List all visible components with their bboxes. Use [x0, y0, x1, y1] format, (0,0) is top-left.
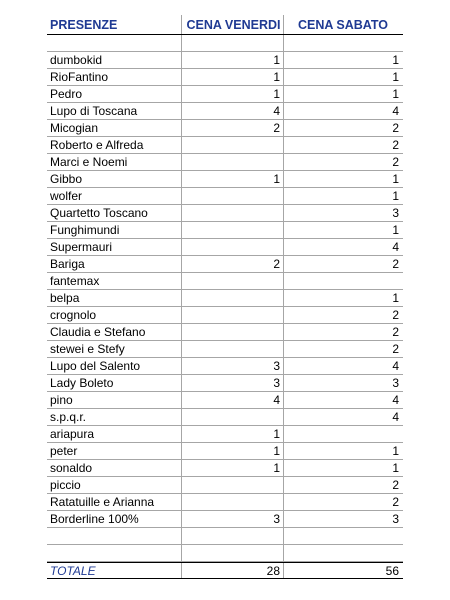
table-row: [47, 375, 403, 392]
sabato-cell[interactable]: 4: [283, 103, 402, 119]
venerdi-cell[interactable]: [181, 35, 283, 51]
sabato-cell[interactable]: 4: [283, 392, 402, 408]
table-row: [47, 324, 403, 341]
sabato-cell[interactable]: 1: [283, 69, 402, 85]
name-cell[interactable]: belpa: [50, 291, 80, 305]
name-cell[interactable]: stewei e Stefy: [50, 342, 125, 356]
venerdi-cell[interactable]: 1: [181, 426, 283, 442]
venerdi-cell[interactable]: 2: [181, 120, 283, 136]
sabato-cell[interactable]: 4: [283, 409, 402, 425]
table-row: [47, 52, 403, 69]
venerdi-cell[interactable]: [181, 307, 283, 323]
name-cell[interactable]: wolfer: [50, 189, 83, 203]
name-cell[interactable]: crognolo: [50, 308, 97, 322]
table-row: [47, 494, 403, 511]
venerdi-cell[interactable]: [181, 341, 283, 357]
header-cena-venerdi[interactable]: CENA VENERDI: [181, 15, 283, 34]
table-row: [47, 205, 403, 222]
sabato-cell[interactable]: 1: [283, 188, 402, 204]
sabato-cell[interactable]: 3: [283, 511, 402, 527]
table-row: [47, 341, 403, 358]
name-cell[interactable]: Ratatuille e Arianna: [50, 495, 155, 509]
table-row: [47, 103, 403, 120]
venerdi-cell[interactable]: 3: [181, 358, 283, 374]
sabato-cell[interactable]: [283, 426, 402, 442]
table-row: [47, 222, 403, 239]
sabato-cell[interactable]: 2: [283, 324, 402, 340]
name-cell[interactable]: piccio: [50, 478, 81, 492]
venerdi-cell[interactable]: 1: [181, 52, 283, 68]
venerdi-cell[interactable]: [181, 528, 283, 544]
name-cell[interactable]: Micogian: [50, 121, 99, 135]
sabato-cell[interactable]: 2: [283, 477, 402, 493]
table-row: [47, 307, 403, 324]
name-cell[interactable]: s.p.q.r.: [50, 410, 87, 424]
venerdi-cell[interactable]: 3: [181, 511, 283, 527]
name-cell[interactable]: Marci e Noemi: [50, 155, 128, 169]
table-row: [47, 511, 403, 528]
table-row: [47, 477, 403, 494]
name-cell[interactable]: Pedro: [50, 87, 83, 101]
table-row: [47, 171, 403, 188]
venerdi-cell[interactable]: [181, 324, 283, 340]
venerdi-cell[interactable]: 4: [181, 392, 283, 408]
sabato-cell[interactable]: 3: [283, 205, 402, 221]
venerdi-cell[interactable]: [181, 409, 283, 425]
venerdi-cell[interactable]: [181, 154, 283, 170]
header-presenze[interactable]: PRESENZE: [50, 18, 118, 32]
sabato-cell[interactable]: 2: [283, 494, 402, 510]
sabato-cell[interactable]: 1: [283, 171, 402, 187]
total-venerdi[interactable]: 28: [181, 563, 283, 578]
venerdi-cell[interactable]: [181, 494, 283, 510]
table-row: [47, 545, 403, 562]
sabato-cell[interactable]: 1: [283, 443, 402, 459]
table-row: [47, 120, 403, 137]
name-cell[interactable]: Lupo del Salento: [50, 359, 141, 373]
name-cell[interactable]: Claudia e Stefano: [50, 325, 146, 339]
name-cell[interactable]: Funghimundi: [50, 223, 120, 237]
venerdi-cell[interactable]: 1: [181, 460, 283, 476]
name-cell[interactable]: dumbokid: [50, 53, 103, 67]
sabato-cell[interactable]: 2: [283, 154, 402, 170]
name-cell[interactable]: pino: [50, 393, 73, 407]
table-row: [47, 443, 403, 460]
name-cell[interactable]: RioFantino: [50, 70, 109, 84]
sabato-cell[interactable]: 2: [283, 120, 402, 136]
name-cell[interactable]: Supermauri: [50, 240, 113, 254]
table-body: [47, 35, 403, 562]
sabato-cell[interactable]: 1: [283, 86, 402, 102]
name-cell[interactable]: [47, 35, 181, 51]
sabato-cell[interactable]: 2: [283, 137, 402, 153]
sabato-cell[interactable]: [283, 35, 402, 51]
venerdi-cell[interactable]: 1: [181, 171, 283, 187]
total-row: [47, 562, 403, 579]
sabato-cell[interactable]: 4: [283, 358, 402, 374]
table-row: [47, 409, 403, 426]
name-cell[interactable]: Bariga: [50, 257, 85, 271]
name-cell[interactable]: peter: [50, 444, 78, 458]
sabato-cell[interactable]: 1: [283, 460, 402, 476]
table-row: [47, 239, 403, 256]
name-cell[interactable]: Borderline 100%: [50, 512, 139, 526]
table-row: [47, 358, 403, 375]
table-row: [47, 273, 403, 290]
name-cell[interactable]: Lady Boleto: [50, 376, 114, 390]
sabato-cell[interactable]: 2: [283, 307, 402, 323]
venerdi-cell[interactable]: [181, 273, 283, 289]
name-cell[interactable]: Quartetto Toscano: [50, 206, 148, 220]
sabato-cell[interactable]: 1: [283, 222, 402, 238]
name-cell[interactable]: [47, 545, 181, 561]
venerdi-cell[interactable]: 1: [181, 86, 283, 102]
table-row: [47, 69, 403, 86]
name-cell[interactable]: ariapura: [50, 427, 95, 441]
name-cell[interactable]: fantemax: [50, 274, 100, 288]
total-sabato[interactable]: 56: [283, 563, 402, 578]
venerdi-cell[interactable]: 4: [181, 103, 283, 119]
table-row: [47, 290, 403, 307]
table-row: [47, 35, 403, 52]
venerdi-cell[interactable]: [181, 222, 283, 238]
table-row: [47, 137, 403, 154]
name-cell[interactable]: sonaldo: [50, 461, 93, 475]
sabato-cell[interactable]: 2: [283, 341, 402, 357]
venerdi-cell[interactable]: [181, 137, 283, 153]
venerdi-cell[interactable]: [181, 205, 283, 221]
sabato-cell[interactable]: 3: [283, 375, 402, 391]
sabato-cell[interactable]: 2: [283, 256, 402, 272]
table-row: [47, 188, 403, 205]
venerdi-cell[interactable]: 1: [181, 69, 283, 85]
table-row: [47, 256, 403, 273]
sabato-cell[interactable]: 1: [283, 290, 402, 306]
venerdi-cell[interactable]: 1: [181, 443, 283, 459]
table-row: [47, 154, 403, 171]
venerdi-cell[interactable]: 3: [181, 375, 283, 391]
name-cell[interactable]: Lupo di Toscana: [50, 104, 138, 118]
sabato-cell[interactable]: [283, 273, 402, 289]
venerdi-cell[interactable]: 2: [181, 256, 283, 272]
sabato-cell[interactable]: [283, 545, 402, 561]
name-cell[interactable]: [47, 528, 181, 544]
sabato-cell[interactable]: 4: [283, 239, 402, 255]
total-label[interactable]: TOTALE: [50, 564, 96, 578]
table-row: [47, 86, 403, 103]
venerdi-cell[interactable]: [181, 188, 283, 204]
venerdi-cell[interactable]: [181, 239, 283, 255]
venerdi-cell[interactable]: [181, 545, 283, 561]
table-row: [47, 460, 403, 477]
venerdi-cell[interactable]: [181, 477, 283, 493]
sabato-cell[interactable]: 1: [283, 52, 402, 68]
name-cell[interactable]: Roberto e Alfreda: [50, 138, 144, 152]
table-row: [47, 392, 403, 409]
table-row: [47, 426, 403, 443]
sabato-cell[interactable]: [283, 528, 402, 544]
header-row: [47, 15, 403, 35]
table-row: [47, 528, 403, 545]
name-cell[interactable]: Gibbo: [50, 172, 83, 186]
venerdi-cell[interactable]: [181, 290, 283, 306]
header-cena-sabato[interactable]: CENA SABATO: [283, 15, 402, 34]
attendance-table: [47, 15, 403, 579]
